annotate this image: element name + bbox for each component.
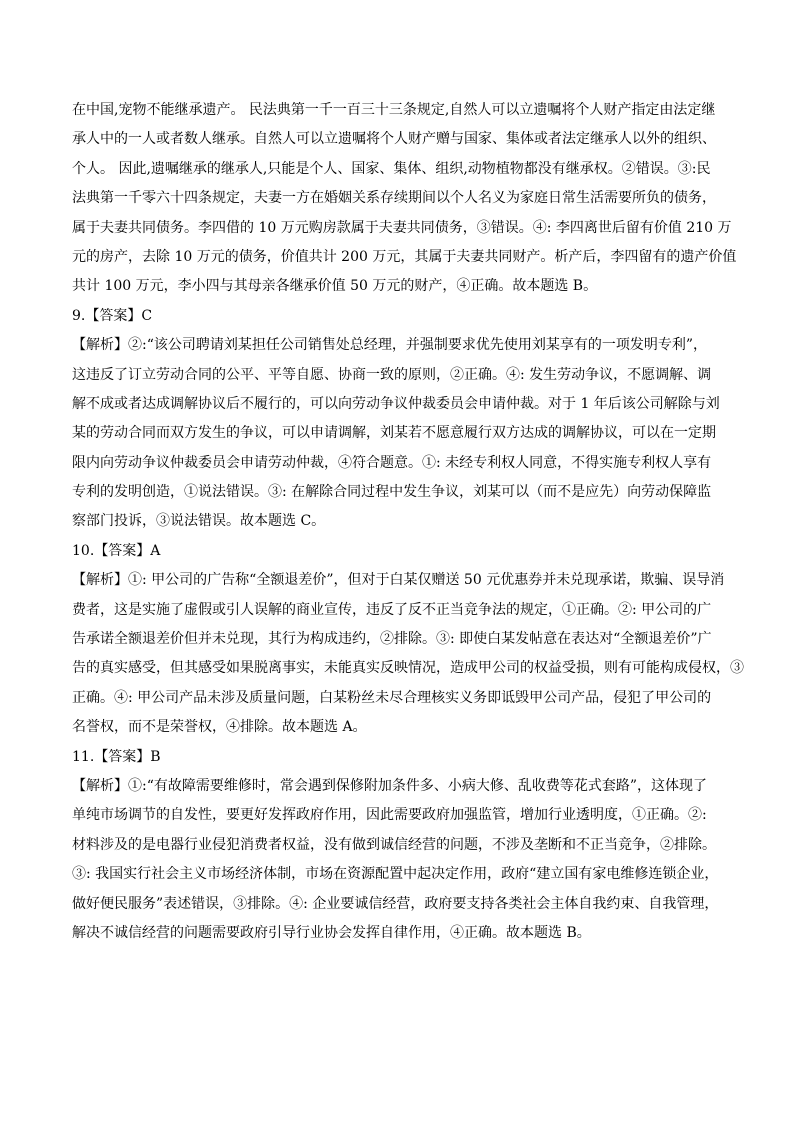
text-line: 【解析】①:“有故障需要维修时，常会遇到保修附加条件多、小病大修、乱收费等花式套路”，这体现了 bbox=[72, 777, 708, 794]
text-line: 个人。 因此,遗嘱继承的继承人,只能是个人、国家、集体、组织,动物植物都没有继承权。②错误。③:民 bbox=[72, 160, 711, 177]
text-line: 在中国,宠物不能继承遗产。 民法典第一千一百三十三条规定,自然人可以立遗嘱将个人财产指定由法定继 bbox=[72, 102, 716, 118]
text-line: 告承诺全额退差价但并未兑现，其行为构成违约，②排除。③: 即使白某发帖意在表达对“全额退差价”广 bbox=[72, 631, 712, 648]
text-line: 【解析】②:“该公司聘请刘某担任公司销售处总经理，并强制要求优先使用刘某享有的一项发明专利”， bbox=[72, 337, 708, 354]
text-line: 专利的发明创造，①说法错误。③: 在解除合同过程中发生争议，刘某可以（而不是应先）向劳动保障监 bbox=[72, 484, 712, 501]
text-line: 法典第一千零六十四条规定，夫妻一方在婚姻关系存续期间以个人名义为家庭日常生活需要所负的债务， bbox=[72, 190, 716, 207]
text-line: 限内向劳动争议仲裁委员会申请劳动仲裁，④符合题意。①: 未经专利权人同意，不得实施专利权人享有 bbox=[72, 454, 712, 471]
text-line: 名誉权，而不是荣誉权，④排除。故本题选 A。 bbox=[72, 719, 367, 736]
text-line: 单纯市场调节的自发性，要更好发挥政府作用，因此需要政府加强监管，增加行业透明度，①正确。②: bbox=[72, 807, 707, 824]
text-line: 做好便民服务”表述错误，③排除。④: 企业要诚信经营，政府要支持各类社会主体自我约束、自我管理， bbox=[72, 895, 719, 912]
text-line: 察部门投诉，③说法错误。故本题选 C。 bbox=[72, 513, 326, 530]
text-line: 这违反了订立劳动合同的公平、平等自愿、协商一致的原则，②正确。④: 发生劳动争议，不愿调解、调 bbox=[72, 366, 712, 383]
text-line: 某的劳动合同而双方发生的争议，可以申请调解，刘某若不愿意履行双方达成的调解协议，可以在一定期 bbox=[72, 425, 716, 442]
text-line: 正确。④: 甲公司产品未涉及质量问题，白某粉丝未尽合理核实义务即诋毁甲公司产品，侵犯了甲公司的 bbox=[72, 689, 712, 706]
text-line: 元的房产，去除 10 万元的债务，价值共计 200 万元，其属于夫妻共同财产。析产后，李四留有的遗产价值 bbox=[72, 248, 737, 265]
answer-analysis-page bbox=[72, 96, 752, 948]
text-line: 费者，这是实施了虚假或引人误解的商业宣传，违反了反不正当竞争法的规定，①正确。②: 甲公司的广 bbox=[72, 601, 712, 618]
text-line: 解决不诚信经营的问题需要政府引导行业协会发挥自律作用，④正确。故本题选 B。 bbox=[72, 924, 591, 941]
text-line: 材料涉及的是电器行业侵犯消费者权益，没有做到诚信经营的问题，不涉及垄断和不正当竞争，②排除。 bbox=[72, 836, 716, 853]
text-line: 解不成或者达成调解协议后不履行的，可以向劳动争议仲裁委员会申请仲裁。对于 1 年后该公司解除与刘 bbox=[72, 395, 720, 412]
answer-heading-11: 11.【答案】B bbox=[72, 748, 161, 765]
text-line: 告的真实感受，但其感受如果脱离事实，未能真实反映情况，造成甲公司的权益受损，则有可能构成侵权，③ bbox=[72, 660, 744, 677]
answer-heading-10: 10.【答案】A bbox=[72, 542, 161, 559]
text-line: 共计 100 万元，李小四与其母亲各继承价值 50 万元的财产，④正确。故本题选 B。 bbox=[72, 278, 598, 295]
text-line: 属于夫妻共同债务。李四借的 10 万元购房款属于夫妻共同债务，③错误。④: 李四离世后留有价值 210 万 bbox=[72, 219, 732, 236]
answer-heading-9: 9.【答案】C bbox=[72, 307, 153, 324]
text-line: ③: 我国实行社会主义市场经济体制，市场在资源配置中起决定作用，政府“建立国有家电维修连锁企业， bbox=[72, 866, 719, 883]
text-line: 【解析】①: 甲公司的广告称“全额退差价”，但对于白某仅赠送 50 元优惠券并未兑现承诺，欺骗、误导消 bbox=[72, 572, 725, 589]
text-line: 承人中的一人或者数人继承。自然人可以立遗嘱将个人财产赠与国家、集体或者法定继承人以外的组织、 bbox=[72, 131, 716, 148]
